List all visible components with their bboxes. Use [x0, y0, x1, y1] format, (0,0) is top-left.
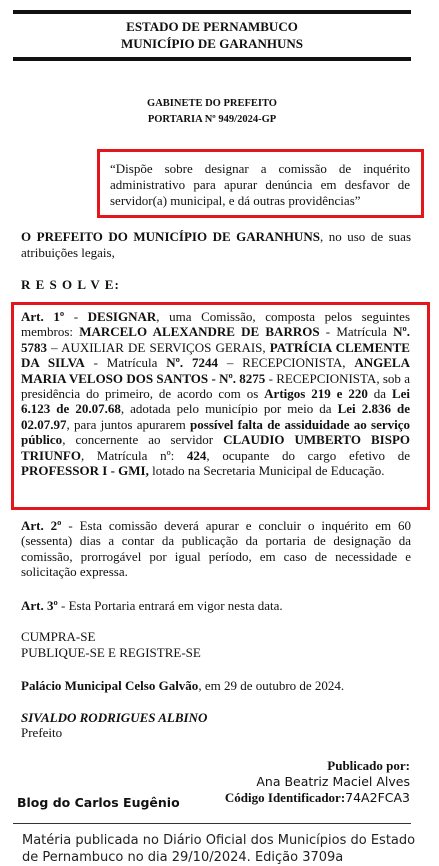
- header-bottom-rule: [13, 57, 411, 61]
- art2-label: Art. 2º: [21, 518, 62, 533]
- server-matricula: 424: [186, 447, 207, 463]
- ementa-text: “Dispõe sobre designar a comissão de inquérito administrativo para apurar denúncia em desfavor de servidor(a) municipal, e dá outras providências”: [110, 161, 410, 208]
- art1-text: -: [64, 309, 88, 324]
- state-header: ESTADO DE PERNAMBUCO: [126, 19, 298, 34]
- preamble: [21, 229, 411, 261]
- art3-label: Art. 3º: [21, 598, 58, 613]
- identifier-line: [225, 790, 410, 806]
- art1-designar: DESIGNAR: [87, 309, 157, 324]
- art1-lei-1: Lei 6.123 de 20.07.68: [21, 386, 410, 417]
- preamble-bold: O PREFEITO DO MUNICÍPIO DE GARANHUNS: [21, 229, 320, 244]
- portaria-number: PORTARIA Nº 949/2024-GP: [147, 114, 277, 125]
- art1-text: da: [367, 386, 392, 402]
- blog-watermark: Blog do Carlos Eugênio: [17, 795, 180, 810]
- member-3-name: ANGELA MARIA VELOSO DOS SANTOS - Nº. 8275: [21, 355, 410, 386]
- preamble-rest: , no uso de suas atribuições legais,: [21, 229, 412, 260]
- palace-name: Palácio Municipal Celso Galvão: [21, 678, 199, 693]
- art1-text: - RECEPCIONISTA, sob a presidência do primeiro, de acordo com os: [21, 370, 410, 402]
- art1-label: Art. 1º: [21, 309, 65, 324]
- signature-role: Prefeito: [21, 725, 63, 740]
- identifier-label: Código Identificador:: [224, 790, 346, 805]
- art1-text: - Matrícula: [319, 324, 394, 340]
- article-1: [21, 309, 410, 478]
- publisher-name: Ana Beatriz Maciel Alves: [256, 774, 410, 789]
- art2-text: - Esta comissão deverá apurar e concluir o inquérito em 60 (sessenta) dias a contar da publicação da portaria de designação da comissão, prorrogável por igual período, em caso de necessidade e solicitação expressa.: [21, 518, 412, 580]
- article-3: [21, 598, 283, 614]
- member-1-name: MARCELO ALEXANDRE DE BARROS: [79, 324, 320, 340]
- published-by-label: Publicado por:: [327, 758, 410, 773]
- member-2-name: PATRÍCIA CLEMENTE DA SILVA: [21, 339, 410, 371]
- palace-line: [21, 678, 344, 694]
- art1-lei-2: Lei 2.836 de 02.07.97: [21, 401, 410, 432]
- footer-publication-note: Matéria publicada no Diário Oficial dos Municípios do Estado de Pernambuco no dia 29/10/2024. Edição 3709a: [22, 833, 416, 865]
- art1-text: , para juntos apurarem: [66, 416, 191, 432]
- member-1-matricula: Nº. 5783: [21, 324, 410, 355]
- art1-falta: possível falta de assiduidade ao serviço público: [21, 416, 410, 448]
- palace-date: , em 29 de outubro de 2024.: [198, 678, 345, 693]
- municipality-header: MUNICÍPIO DE GARANHUNS: [120, 36, 303, 51]
- art1-text: , Matrícula nº:: [80, 447, 187, 463]
- art1-text: lotado na Secretaria Municipal de Educação.: [148, 463, 385, 479]
- art1-text: - Matrícula: [84, 355, 167, 371]
- art1-artigos: Artigos 219 e 220: [264, 386, 368, 402]
- art1-text: , ocupante do cargo efetivo de: [206, 447, 410, 463]
- top-rule: [13, 10, 411, 14]
- closing-line-1: CUMPRA-SE: [21, 629, 96, 644]
- gabinete-title: GABINETE DO PREFEITO: [147, 98, 277, 109]
- art1-text: , uma Comissão, composta pelos seguintes membros:: [21, 309, 411, 340]
- art1-text: – RECEPCIONISTA,: [217, 355, 355, 371]
- closing-line-2: PUBLIQUE-SE E REGISTRE-SE: [21, 645, 201, 660]
- server-name: CLAUDIO UMBERTO BISPO TRIUNFO: [21, 432, 410, 463]
- footer-divider: [13, 823, 411, 824]
- member-2-matricula: Nº. 7244: [166, 355, 218, 371]
- art1-text: , concernente ao servidor: [62, 432, 224, 448]
- resolve-heading: R E S O L V E:: [21, 277, 120, 292]
- identifier-code: 74A2FCA3: [345, 790, 410, 805]
- art1-text: – AUXILIAR DE SERVIÇOS GERAIS,: [47, 339, 270, 355]
- art3-text: - Esta Portaria entrará em vigor nesta data.: [57, 598, 283, 613]
- article-2: [21, 518, 411, 580]
- server-cargo: PROFESSOR I - GMI,: [21, 463, 149, 479]
- art1-text: , adotada pelo município por meio da: [120, 401, 338, 417]
- signature-name: SIVALDO RODRIGUES ALBINO: [21, 710, 208, 725]
